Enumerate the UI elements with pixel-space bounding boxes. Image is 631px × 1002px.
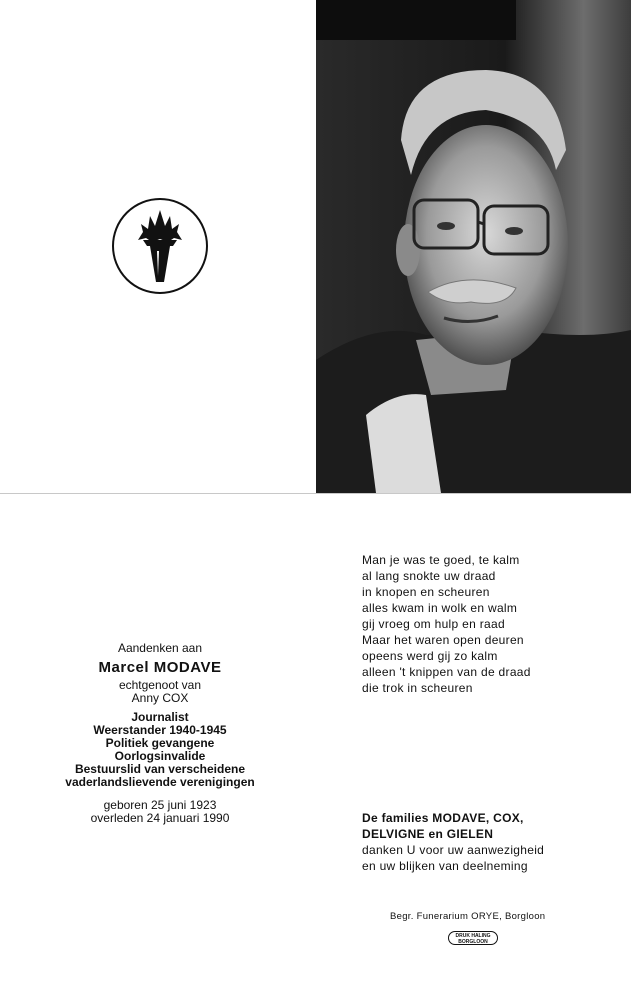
spouse-label: echtgenoot van — [118, 678, 202, 692]
role-line: Oorlogsinvalide — [114, 749, 206, 763]
spouse-name: Anny COX — [131, 691, 189, 705]
thanks-line: danken U voor uw aanwezigheid — [362, 843, 545, 857]
poem — [362, 552, 531, 696]
printer-line: DRUK HALING — [455, 933, 491, 939]
poem-line: opeens werd gij zo kalm — [362, 649, 498, 663]
poem-line: alleen 't knippen van de draad — [362, 665, 531, 679]
poem-line: Man je was te goed, te kalm — [362, 553, 520, 567]
families-line: De families MODAVE, COX, — [362, 811, 524, 825]
deceased-name: Marcel MODAVE — [98, 659, 222, 676]
families-line: DELVIGNE en GIELEN — [362, 827, 494, 841]
printer-stamp — [448, 931, 498, 945]
poem-line: alles kwam in wolk en walm — [362, 601, 518, 615]
torch-icon — [110, 196, 210, 296]
poem-line: in knopen en scheuren — [362, 585, 490, 599]
card-front-left — [0, 0, 316, 493]
role-line: vaderlandslievende verenigingen — [65, 775, 255, 789]
poem-line: gij vroeg om hulp en raad — [362, 617, 505, 631]
thanks-text — [362, 810, 544, 874]
thanks-line: en uw blijken van deelneming — [362, 859, 528, 873]
poem-line: Maar het waren open deuren — [362, 633, 524, 647]
poem-line: die trok in scheuren — [362, 681, 473, 695]
role-line: Journalist — [131, 710, 189, 724]
death-date: overleden 24 januari 1990 — [90, 811, 230, 825]
card-fold-line — [0, 493, 631, 494]
funeral-home: Begr. Funerarium ORYE, Borgloon — [390, 911, 546, 922]
portrait-photo — [316, 0, 631, 493]
role-line: Weerstander 1940-1945 — [93, 723, 227, 737]
role-line: Bestuurslid van verscheidene — [74, 762, 246, 776]
memorial-text — [40, 642, 280, 825]
memorial-intro: Aandenken aan — [117, 641, 203, 655]
role-line: Politiek gevangene — [105, 736, 215, 750]
birth-date: geboren 25 juni 1923 — [103, 798, 217, 812]
poem-line: al lang snokte uw draad — [362, 569, 496, 583]
printer-line: BORGLOON — [458, 939, 488, 945]
